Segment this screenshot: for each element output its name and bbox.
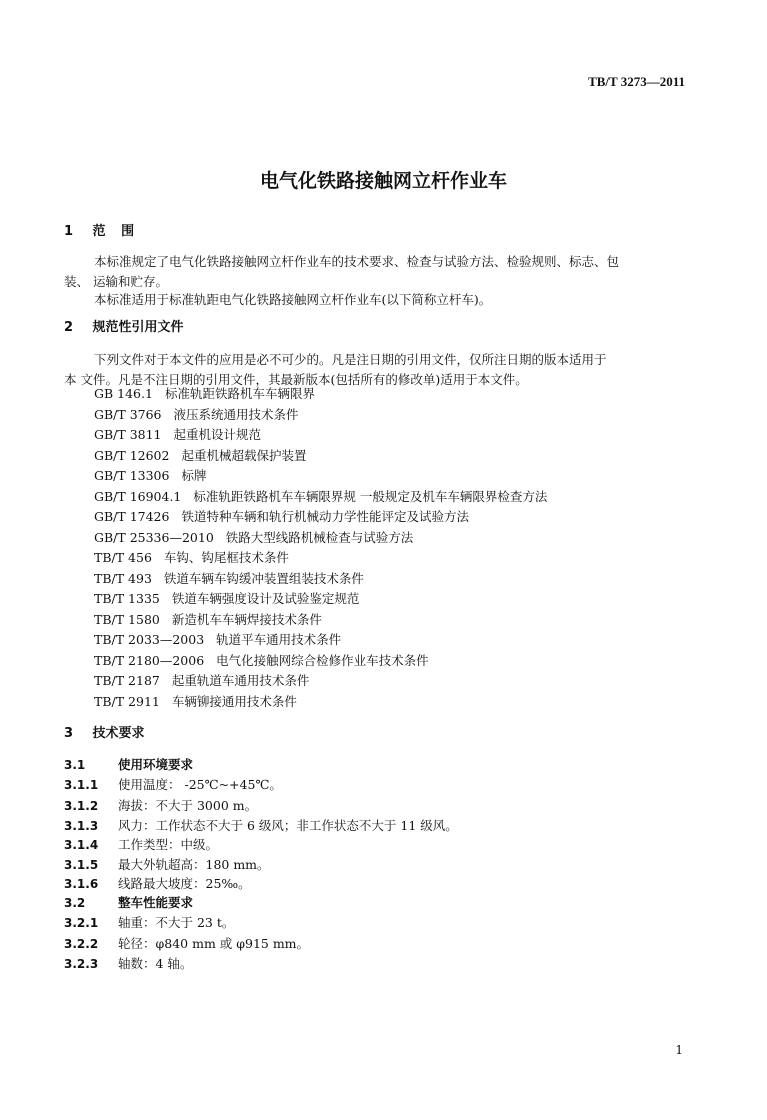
reference-title: 起重轨道车通用技术条件 [171, 673, 310, 688]
reference-code: TB/T 493 [94, 570, 152, 586]
clause-text: 线路最大坡度：25‰。 [118, 876, 251, 891]
document-title: 电气化铁路接触网立杆作业车 [259, 170, 507, 192]
reference-item [94, 671, 694, 692]
paragraph-line: 下列文件对于本文件的应用是必不可少的。凡是注日期的引用文件，仅所注日期的版本适用于 [94, 352, 607, 367]
reference-title: 液压系统通用技术条件 [173, 406, 299, 422]
reference-code: GB/T 12602 [94, 447, 170, 463]
clause-3-1-1 [64, 775, 684, 795]
clause-3-1-2 [64, 796, 684, 816]
clause-3-1-4 [64, 835, 684, 855]
reference-code: TB/T 2180—2006 [94, 652, 205, 668]
section-1-heading [64, 222, 150, 242]
reference-item [94, 548, 694, 569]
reference-code: GB/T 17426 [94, 509, 170, 524]
standard-code: TB/T 3273—2011 [588, 74, 685, 89]
reference-title: 电气化接触网综合检修作业车技术条件 [216, 652, 429, 668]
reference-item [94, 630, 694, 651]
reference-item [94, 528, 694, 549]
reference-title: 铁道车辆强度设计及试验鉴定规范 [171, 591, 360, 606]
section-title: 规范性引用文件 [92, 320, 184, 335]
reference-code: GB/T 3766 [94, 406, 162, 422]
reference-title: 标准轨距铁路机车车辆限界 [164, 386, 315, 401]
clause-text: 使用温度： -25℃~+45℃。 [118, 777, 282, 792]
section-1-paragraph-1 [64, 252, 674, 292]
clause-3-2-2 [64, 934, 684, 954]
paragraph-line: 本 文件。凡是不注日期的引用文件，其最新版本(包括所有的修改单)适用于本文件。 [64, 372, 528, 387]
subsection-3-2-heading [64, 893, 684, 913]
paragraph-line: 本标准规定了电气化铁路接触网立杆作业车的技术要求、检查与试验方法、检验规则、标志、包 [94, 254, 620, 269]
clause-number: 3.2.1 [64, 916, 99, 930]
reference-title: 轨道平车通用技术条件 [216, 632, 342, 647]
section-3-heading [64, 724, 145, 744]
paragraph-line: 装、 运输和贮存。 [64, 274, 168, 289]
reference-title: 标牌 [181, 468, 207, 483]
reference-code: TB/T 1335 [94, 591, 160, 606]
clause-3-1-5 [64, 855, 684, 875]
reference-title: 起重机械超载保护装置 [181, 447, 307, 463]
reference-code: TB/T 1580 [94, 611, 160, 627]
clause-text: 海拔：不大于 3000 m。 [118, 798, 258, 813]
clause-3-1-3 [64, 816, 684, 836]
reference-code: TB/T 456 [94, 550, 152, 565]
clause-text: 最大外轨超高：180 mm。 [118, 857, 270, 872]
clause-number: 3.1.4 [64, 838, 99, 852]
reference-item [94, 692, 694, 713]
subsection-3-1-heading [64, 755, 684, 775]
normative-reference-list [94, 384, 694, 712]
section-title: 范围 [92, 224, 150, 239]
clause-number: 3.1 [64, 758, 86, 772]
reference-code: GB/T 16904.1 [94, 488, 182, 504]
reference-item [94, 589, 694, 610]
reference-item [94, 466, 694, 487]
clause-text: 轴数：4 轴。 [118, 956, 193, 971]
reference-item [94, 610, 694, 631]
reference-item [94, 651, 694, 672]
reference-item [94, 487, 694, 508]
reference-title: 起重机设计规范 [173, 427, 262, 442]
reference-item [94, 405, 694, 426]
reference-item [94, 446, 694, 467]
section-number: 1 [64, 224, 74, 239]
reference-title: 铁路大型线路机械检查与试验方法 [225, 529, 414, 545]
clause-3-1-6 [64, 874, 684, 894]
subsection-title: 整车性能要求 [118, 895, 194, 910]
reference-code: GB/T 13306 [94, 468, 170, 483]
section-number: 2 [64, 320, 74, 335]
reference-code: TB/T 2033—2003 [94, 632, 205, 647]
clause-text: 风力：工作状态不大于 6 级风；非工作状态不大于 11 级风。 [118, 818, 458, 833]
reference-title: 车钩、钩尾框技术条件 [163, 550, 289, 565]
reference-title: 新造机车车辆焊接技术条件 [171, 611, 322, 627]
clause-text: 工作类型：中级。 [118, 837, 219, 852]
clause-number: 3.1.1 [64, 778, 99, 792]
subsection-title: 使用环境要求 [118, 757, 194, 772]
section-title: 技术要求 [92, 726, 145, 741]
page-number: 1 [675, 1043, 683, 1057]
section-number: 3 [64, 726, 74, 741]
reference-code: GB 146.1 [94, 386, 153, 401]
reference-code: TB/T 2911 [94, 693, 160, 709]
reference-item [94, 507, 694, 528]
clause-3-2-3 [64, 954, 684, 974]
paragraph-line: 本标准适用于标准轨距电气化铁路接触网立杆作业车(以下简称立杆车)。 [94, 292, 492, 307]
clause-number: 3.1.5 [64, 858, 99, 872]
reference-code: GB/T 3811 [94, 427, 162, 442]
clause-text: 轮径：φ840 mm 或 φ915 mm。 [118, 936, 310, 951]
reference-code: GB/T 25336—2010 [94, 529, 214, 545]
reference-title: 标准轨距铁路机车车辆限界规 一般规定及机车车辆限界检查方法 [193, 488, 548, 504]
clause-3-2-1 [64, 913, 684, 933]
reference-item [94, 425, 694, 446]
clause-number: 3.2.3 [64, 957, 99, 971]
section-1-paragraph-2 [64, 290, 674, 310]
clause-number: 3.1.6 [64, 877, 99, 891]
clause-number: 3.2 [64, 896, 86, 910]
reference-title: 铁道车辆车钩缓冲装置组装技术条件 [163, 570, 364, 586]
reference-title: 铁道特种车辆和轨行机械动力学性能评定及试验方法 [181, 509, 469, 524]
clause-text: 轴重：不大于 23 t。 [118, 915, 235, 930]
reference-title: 车辆铆接通用技术条件 [171, 693, 297, 709]
section-2-heading [64, 318, 184, 338]
reference-item [94, 569, 694, 590]
reference-code: TB/T 2187 [94, 673, 160, 688]
clause-number: 3.1.3 [64, 819, 99, 833]
clause-number: 3.2.2 [64, 937, 99, 951]
clause-number: 3.1.2 [64, 799, 99, 813]
reference-item [94, 384, 694, 405]
